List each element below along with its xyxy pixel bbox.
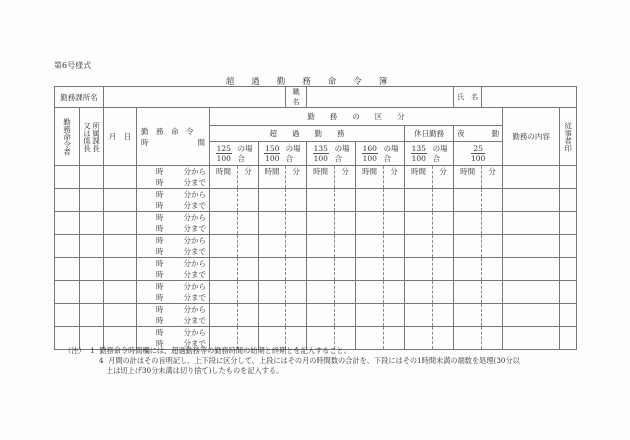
minutes-cell[interactable] — [335, 235, 356, 258]
minutes-cell[interactable] — [482, 235, 503, 258]
rate-135-suffix: の場 合 — [335, 142, 356, 166]
command-time-cell[interactable]: 時 分から 時 分まで — [137, 189, 210, 212]
minutes-cell[interactable] — [433, 258, 454, 281]
seal-cell[interactable] — [560, 189, 577, 212]
month-day-cell[interactable] — [104, 235, 137, 258]
night-header — [454, 126, 503, 142]
hours-cell[interactable] — [454, 189, 482, 212]
rate-160-suffix: の場 合 — [384, 142, 405, 166]
commander-cell[interactable] — [55, 166, 80, 189]
overtime-header: 超 過 勤 務 — [210, 126, 405, 142]
rate-150: $\frac{150}{100}$ — [259, 142, 286, 166]
commander-cell[interactable] — [55, 189, 80, 212]
minutes-cell[interactable] — [384, 235, 405, 258]
commander-cell[interactable] — [55, 212, 80, 235]
minutes-cell[interactable] — [482, 189, 503, 212]
table-row — [55, 304, 577, 327]
table-row — [55, 235, 577, 258]
hours-cell[interactable] — [405, 304, 433, 327]
rate-holiday-135: $\frac{135}{100}$ — [405, 142, 433, 166]
minutes-cell[interactable] — [335, 258, 356, 281]
hours-cell[interactable] — [307, 189, 335, 212]
seal-cell[interactable] — [560, 304, 577, 327]
command-time-label: 勤 務 命 令 — [141, 126, 194, 136]
name-field[interactable] — [482, 87, 577, 108]
hours-cell[interactable]: 時間 — [405, 166, 433, 189]
hours-cell[interactable] — [259, 304, 286, 327]
category-header: 勤 務 の 区 分 — [210, 108, 503, 126]
minutes-cell[interactable] — [433, 281, 454, 304]
hours-cell[interactable]: 時間 — [259, 166, 286, 189]
hours-cell[interactable] — [210, 304, 238, 327]
hours-cell[interactable] — [405, 212, 433, 235]
rate-125-suffix: の場 合 — [238, 142, 259, 166]
seal-cell[interactable] — [560, 258, 577, 281]
hours-cell[interactable] — [405, 258, 433, 281]
commander-label: 勤務命令者 — [62, 117, 72, 156]
hours-cell[interactable] — [259, 189, 286, 212]
hours-cell[interactable]: 時間 — [454, 166, 482, 189]
command-time-cell[interactable]: 時 分から 時 分まで — [137, 327, 210, 350]
minutes-cell[interactable]: 分 — [286, 166, 307, 189]
work-content-header: 勤務の内容 — [503, 108, 560, 166]
job-title-label: 職 名 — [286, 87, 307, 108]
minutes-cell[interactable] — [384, 258, 405, 281]
hours-cell[interactable] — [307, 212, 335, 235]
minutes-cell[interactable]: 分 — [433, 166, 454, 189]
minutes-cell[interactable] — [238, 235, 259, 258]
table-row — [55, 258, 577, 281]
minutes-cell[interactable] — [433, 189, 454, 212]
office-label: 勤務課所名 — [55, 87, 104, 108]
minutes-cell[interactable] — [238, 258, 259, 281]
work-content-cell[interactable] — [503, 304, 560, 327]
hours-cell[interactable] — [405, 281, 433, 304]
commander-cell[interactable] — [55, 304, 80, 327]
command-time-label-right: 間 — [197, 137, 205, 147]
rate-night-25: $\frac{25}{100}$ — [454, 142, 503, 166]
note-1: （注） 1 勤務命令時間欄には、超過勤務等の勤務時間の始期と終期とを記入すること。 — [64, 346, 351, 355]
commander-cell[interactable] — [55, 235, 80, 258]
seal-cell[interactable] — [560, 166, 577, 189]
hours-cell[interactable] — [307, 304, 335, 327]
hours-cell[interactable] — [356, 189, 384, 212]
minutes-cell[interactable] — [286, 189, 307, 212]
work-content-cell[interactable] — [503, 212, 560, 235]
minutes-cell[interactable] — [433, 235, 454, 258]
name-label: 氏 名 — [454, 87, 482, 108]
minutes-cell[interactable] — [286, 304, 307, 327]
supervisor-cell[interactable] — [80, 189, 104, 212]
supervisor-cell[interactable] — [80, 304, 104, 327]
commander-header — [55, 108, 80, 166]
table-row — [55, 189, 577, 212]
minutes-cell[interactable] — [384, 281, 405, 304]
commander-cell[interactable] — [55, 258, 80, 281]
command-time-header — [137, 108, 210, 166]
work-content-cell[interactable] — [503, 235, 560, 258]
month-day-header: 月 日 — [104, 108, 137, 166]
work-content-cell[interactable] — [503, 166, 560, 189]
commander-cell[interactable] — [55, 281, 80, 304]
minutes-cell[interactable]: 分 — [335, 166, 356, 189]
hours-cell[interactable] — [259, 281, 286, 304]
minutes-cell[interactable] — [433, 212, 454, 235]
work-content-cell[interactable] — [503, 189, 560, 212]
minutes-cell[interactable]: 分 — [238, 166, 259, 189]
hours-cell[interactable]: 時間 — [356, 166, 384, 189]
command-time-label-left: 時 — [141, 137, 149, 147]
minutes-cell[interactable] — [384, 189, 405, 212]
work-content-cell[interactable] — [503, 281, 560, 304]
hours-cell[interactable] — [210, 281, 238, 304]
minutes-cell[interactable] — [482, 281, 503, 304]
month-day-cell[interactable] — [104, 212, 137, 235]
table-row — [55, 166, 577, 189]
hours-cell[interactable] — [405, 235, 433, 258]
minutes-cell[interactable] — [286, 258, 307, 281]
minutes-cell[interactable] — [238, 304, 259, 327]
minutes-cell[interactable] — [433, 304, 454, 327]
night-label-left: 夜 — [457, 129, 465, 138]
minutes-cell[interactable] — [335, 189, 356, 212]
hours-cell[interactable] — [356, 235, 384, 258]
overtime-order-table — [54, 86, 577, 350]
hours-cell[interactable] — [210, 189, 238, 212]
office-field[interactable] — [104, 87, 286, 108]
month-day-cell[interactable] — [104, 304, 137, 327]
hours-cell[interactable] — [259, 212, 286, 235]
seal-cell[interactable] — [560, 327, 577, 350]
minutes-cell[interactable] — [335, 304, 356, 327]
month-day-cell[interactable] — [104, 258, 137, 281]
supervisor-cell[interactable] — [80, 235, 104, 258]
hours-cell[interactable] — [210, 258, 238, 281]
minutes-cell[interactable] — [482, 304, 503, 327]
notes — [64, 346, 520, 376]
rate-125: $\frac{125}{100}$ — [210, 142, 238, 166]
minutes-cell[interactable] — [335, 212, 356, 235]
minutes-cell[interactable] — [335, 281, 356, 304]
hours-cell[interactable]: 時間 — [210, 166, 238, 189]
hours-cell[interactable] — [259, 235, 286, 258]
hours-cell[interactable] — [259, 258, 286, 281]
table-row — [55, 212, 577, 235]
supervisor-cell[interactable] — [80, 212, 104, 235]
header-info-row — [55, 87, 577, 108]
rate-135: $\frac{135}{100}$ — [307, 142, 335, 166]
page-title: 超過勤務命令簿 — [225, 77, 405, 87]
seal-label: 従事者印 — [563, 121, 573, 152]
supervisor-label: 所属課長又は係長 — [82, 121, 101, 152]
hours-cell[interactable] — [307, 235, 335, 258]
hours-cell[interactable] — [454, 212, 482, 235]
job-title-field[interactable] — [307, 87, 454, 108]
minutes-cell[interactable] — [238, 281, 259, 304]
command-time-cell[interactable]: 時 分から 時 分まで — [137, 166, 210, 189]
command-time-cell[interactable]: 時 分から 時 分まで — [137, 235, 210, 258]
hours-cell[interactable] — [307, 258, 335, 281]
rate-160: $\frac{160}{100}$ — [356, 142, 384, 166]
minutes-cell[interactable] — [286, 281, 307, 304]
note-4-continued: 上は切上げ30分未満は切り捨て)したものを記入する。 — [106, 366, 284, 375]
command-time-cell[interactable]: 時 分から 時 分まで — [137, 281, 210, 304]
hours-cell[interactable] — [454, 258, 482, 281]
hours-cell[interactable] — [307, 281, 335, 304]
work-content-cell[interactable] — [503, 258, 560, 281]
minutes-cell[interactable] — [384, 304, 405, 327]
minutes-cell[interactable] — [286, 235, 307, 258]
note-4: 4 月間の計はその旨明記し、上下段に区分して、上段にはその月の時間数の合計を、下段にはその1時間未満の端数を処理(30分以 — [99, 356, 520, 365]
hours-cell[interactable] — [356, 212, 384, 235]
seal-cell[interactable] — [560, 235, 577, 258]
night-label-right: 勤 — [491, 129, 500, 138]
seal-header — [560, 108, 577, 166]
seal-cell[interactable] — [560, 281, 577, 304]
rate-150-suffix: の場 合 — [286, 142, 307, 166]
seal-cell[interactable] — [560, 212, 577, 235]
holiday-header: 休日勤務 — [405, 126, 454, 142]
supervisor-cell[interactable] — [80, 281, 104, 304]
month-day-cell[interactable] — [104, 281, 137, 304]
minutes-cell[interactable] — [286, 212, 307, 235]
minutes-cell[interactable] — [384, 212, 405, 235]
command-time-cell[interactable]: 時 分から 時 分まで — [137, 304, 210, 327]
minutes-cell[interactable] — [482, 212, 503, 235]
month-day-cell[interactable] — [104, 189, 137, 212]
hours-cell[interactable] — [405, 189, 433, 212]
form-number: 第6号様式 — [54, 61, 92, 70]
supervisor-cell[interactable] — [80, 166, 104, 189]
hours-cell[interactable] — [356, 258, 384, 281]
command-time-cell[interactable]: 時 分から 時 分まで — [137, 212, 210, 235]
hours-cell[interactable] — [356, 281, 384, 304]
hours-cell[interactable] — [454, 281, 482, 304]
minutes-cell[interactable]: 分 — [384, 166, 405, 189]
hours-cell[interactable] — [210, 212, 238, 235]
table-row — [55, 281, 577, 304]
supervisor-cell[interactable] — [80, 258, 104, 281]
command-time-cell[interactable]: 時 分から 時 分まで — [137, 258, 210, 281]
hours-cell[interactable] — [356, 304, 384, 327]
month-day-cell[interactable] — [104, 166, 137, 189]
minutes-cell[interactable] — [238, 189, 259, 212]
hours-cell[interactable]: 時間 — [307, 166, 335, 189]
hours-cell[interactable] — [454, 304, 482, 327]
minutes-cell[interactable] — [238, 212, 259, 235]
minutes-cell[interactable]: 分 — [482, 166, 503, 189]
hours-cell[interactable] — [210, 235, 238, 258]
supervisor-header — [80, 108, 104, 166]
hours-cell[interactable] — [454, 235, 482, 258]
minutes-cell[interactable] — [482, 258, 503, 281]
rate-holiday-135-suffix: の場 合 — [433, 142, 454, 166]
